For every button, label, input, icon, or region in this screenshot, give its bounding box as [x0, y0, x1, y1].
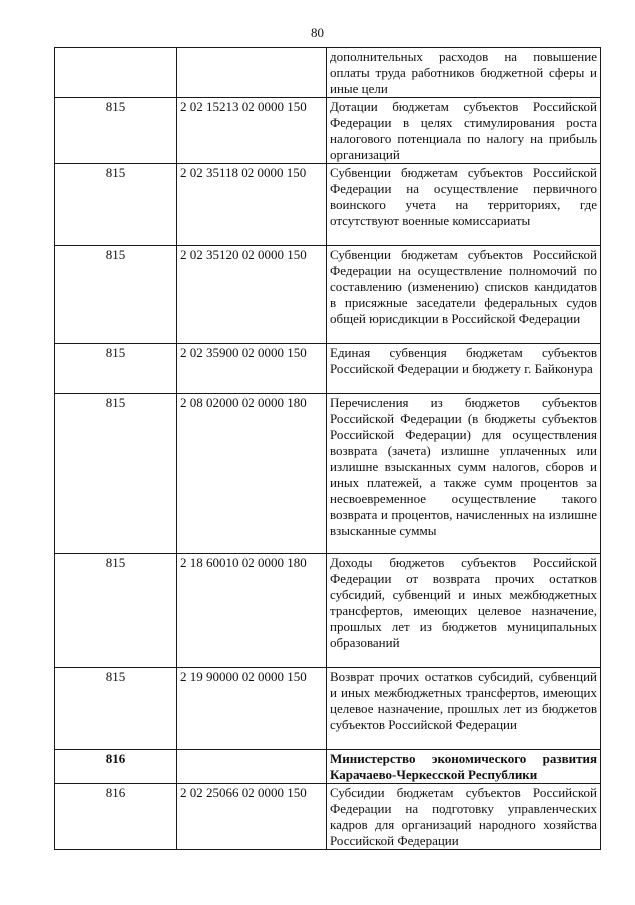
budget-code-cell: [177, 48, 327, 98]
table-row: [55, 164, 601, 246]
budget-code-cell: 2 19 90000 02 0000 150: [177, 668, 327, 750]
revenue-name-cell: Доходы бюджетов субъектов Российской Федерации от возврата прочих остатков субсидий, субвенций и иных межбюджетных трансфертов, имеющих целевое назначение, прошлых лет из бюджетов муниципальных образований: [327, 554, 601, 668]
revenue-name-cell: Субсидии бюджетам субъектов Российской Федерации на подготовку управленческих кадров для организаций народного хозяйства Российской Федерации: [327, 784, 601, 850]
admin-code-cell: 815: [55, 344, 177, 394]
table-row: [55, 98, 601, 164]
table-row: [55, 668, 601, 750]
table-row-ministry: [55, 750, 601, 784]
budget-code-cell: 2 02 35120 02 0000 150: [177, 246, 327, 344]
revenue-name-cell: дополнительных расходов на повышение оплаты труда работников бюджетной сферы и иные цели: [327, 48, 601, 98]
budget-code-cell: 2 08 02000 02 0000 180: [177, 394, 327, 554]
budget-code-cell: 2 18 60010 02 0000 180: [177, 554, 327, 668]
revenue-codes-table: [54, 47, 601, 850]
revenue-name-cell: Единая субвенция бюджетам субъектов Российской Федерации и бюджету г. Байконура: [327, 344, 601, 394]
admin-code-cell: [55, 48, 177, 98]
revenue-name-cell: Субвенции бюджетам субъектов Российской Федерации на осуществление полномочий по составлению (изменению) списков кандидатов в присяжные заседатели федеральных судов общей юрисдикции в Российской Федерации: [327, 246, 601, 344]
admin-code-cell: 816: [55, 784, 177, 850]
admin-code-cell: 815: [55, 554, 177, 668]
revenue-name-cell: Субвенции бюджетам субъектов Российской Федерации на осуществление первичного воинского учета на территориях, где отсутствуют военные комиссариаты: [327, 164, 601, 246]
budget-code-cell: 2 02 35900 02 0000 150: [177, 344, 327, 394]
budget-code-cell: 2 02 35118 02 0000 150: [177, 164, 327, 246]
page-number: 80: [311, 25, 324, 40]
table-row: [55, 394, 601, 554]
table-row: [55, 784, 601, 850]
admin-code-cell: 815: [55, 164, 177, 246]
admin-code-cell: 815: [55, 394, 177, 554]
revenue-name-cell: Перечисления из бюджетов субъектов Российской Федерации (в бюджеты субъектов Российской Федерации) для осуществления возврата (зачета) излишне уплаченных или излишне взысканных сумм налогов, сборов и иных платежей, а также сумм процентов за несвоевременное осуществление такого возврата и процентов, начисленных на излишне взысканные суммы: [327, 394, 601, 554]
budget-code-cell: 2 02 15213 02 0000 150: [177, 98, 327, 164]
admin-code-cell: 815: [55, 668, 177, 750]
admin-code-cell: 815: [55, 98, 177, 164]
ministry-name-cell: Министерство экономического развития Карачаево-Черкесской Республики: [327, 750, 601, 784]
table-row: [55, 48, 601, 98]
revenue-name-cell: Дотации бюджетам субъектов Российской Федерации в целях стимулирования роста налогового потенциала по налогу на прибыль организаций: [327, 98, 601, 164]
budget-code-cell: 2 02 25066 02 0000 150: [177, 784, 327, 850]
table-row: [55, 554, 601, 668]
table-row: [55, 344, 601, 394]
admin-code-cell: 815: [55, 246, 177, 344]
revenue-name-cell: Возврат прочих остатков субсидий, субвенций и иных межбюджетных трансфертов, имеющих целевое назначение, прошлых лет из бюджетов субъектов Российской Федерации: [327, 668, 601, 750]
budget-code-cell: [177, 750, 327, 784]
table-row: [55, 246, 601, 344]
admin-code-cell: 816: [55, 750, 177, 784]
